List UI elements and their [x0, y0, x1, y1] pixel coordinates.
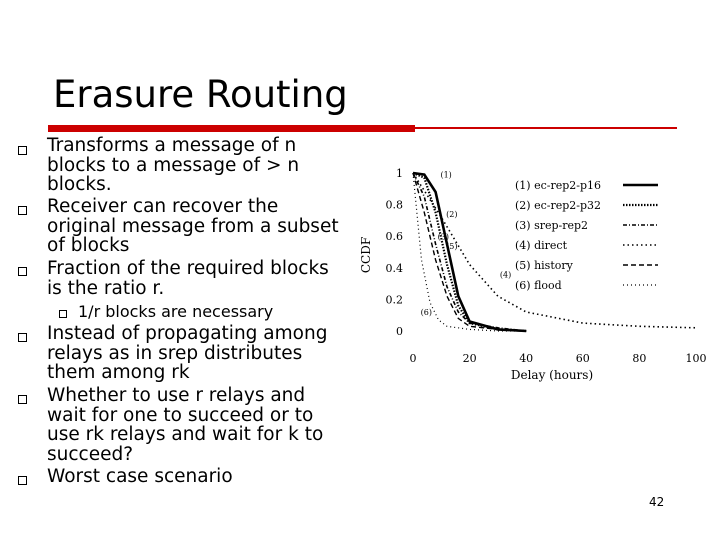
curve-label: (2) — [446, 210, 458, 220]
x-axis-label: Delay (hours) — [510, 368, 594, 382]
legend-entry: (3) srep-rep2 — [515, 219, 589, 232]
bullet-marker — [18, 146, 27, 155]
chart-canvas — [358, 160, 708, 386]
sub-bullet-marker — [59, 310, 67, 318]
y-tick-label: 0.8 — [385, 198, 403, 212]
bullet-marker — [18, 206, 27, 215]
title-underline-thick — [48, 125, 415, 132]
page-number: 42 — [649, 495, 665, 509]
x-tick-label: 40 — [519, 352, 534, 365]
x-tick-label: 0 — [409, 352, 417, 365]
y-axis-label: CCDF — [359, 236, 373, 274]
y-tick-label: 0 — [396, 325, 403, 338]
sub-bullet-text: 1/r blocks are necessary — [78, 302, 274, 321]
bullet-marker — [18, 476, 27, 485]
slide-title: Erasure Routing — [53, 73, 348, 116]
bullet-text: Transforms a message of n blocks to a message of > n blocks. — [47, 135, 300, 195]
legend-entry: (2) ec-rep2-p32 — [515, 199, 602, 212]
bullet-text: Instead of propagating among relays as in srep distributes them among rk — [47, 323, 328, 383]
x-tick-label: 100 — [685, 352, 707, 365]
y-tick-label: 0.6 — [385, 230, 403, 244]
x-tick-label: 20 — [462, 352, 477, 365]
bullet-text: Worst case scenario — [47, 466, 233, 487]
legend-entry: (1) ec-rep2-p16 — [515, 179, 602, 192]
bullet-text: Whether to use r relays and wait for one to succeed or to use rk relays and wait for k to succeed? — [47, 385, 324, 465]
legend-entry: (5) history — [515, 259, 573, 272]
curve-label: (4) — [499, 270, 512, 280]
ccdf-chart — [358, 160, 708, 386]
bullet-text: Receiver can recover the original message from a subset of blocks — [47, 196, 339, 256]
x-tick-label: 60 — [575, 352, 590, 365]
bullet-text: Fraction of the required blocks is the ratio r. — [47, 258, 329, 299]
y-tick-label: 1 — [396, 167, 403, 180]
curve-label: (3) — [437, 232, 449, 242]
x-tick-label: 80 — [632, 352, 647, 365]
y-tick-label: 0.4 — [385, 261, 403, 275]
legend-entry: (6) flood — [515, 279, 562, 292]
curve-label: (5) — [446, 241, 458, 251]
y-tick-label: 0.2 — [385, 293, 403, 307]
curve-label: (6) — [420, 308, 433, 318]
bullet-marker — [18, 267, 27, 276]
title-underline-thin — [415, 127, 677, 129]
bullet-marker — [18, 333, 27, 342]
legend-entry: (4) direct — [515, 239, 567, 252]
curve-label: (1) — [440, 170, 452, 180]
bullet-marker — [18, 395, 27, 404]
